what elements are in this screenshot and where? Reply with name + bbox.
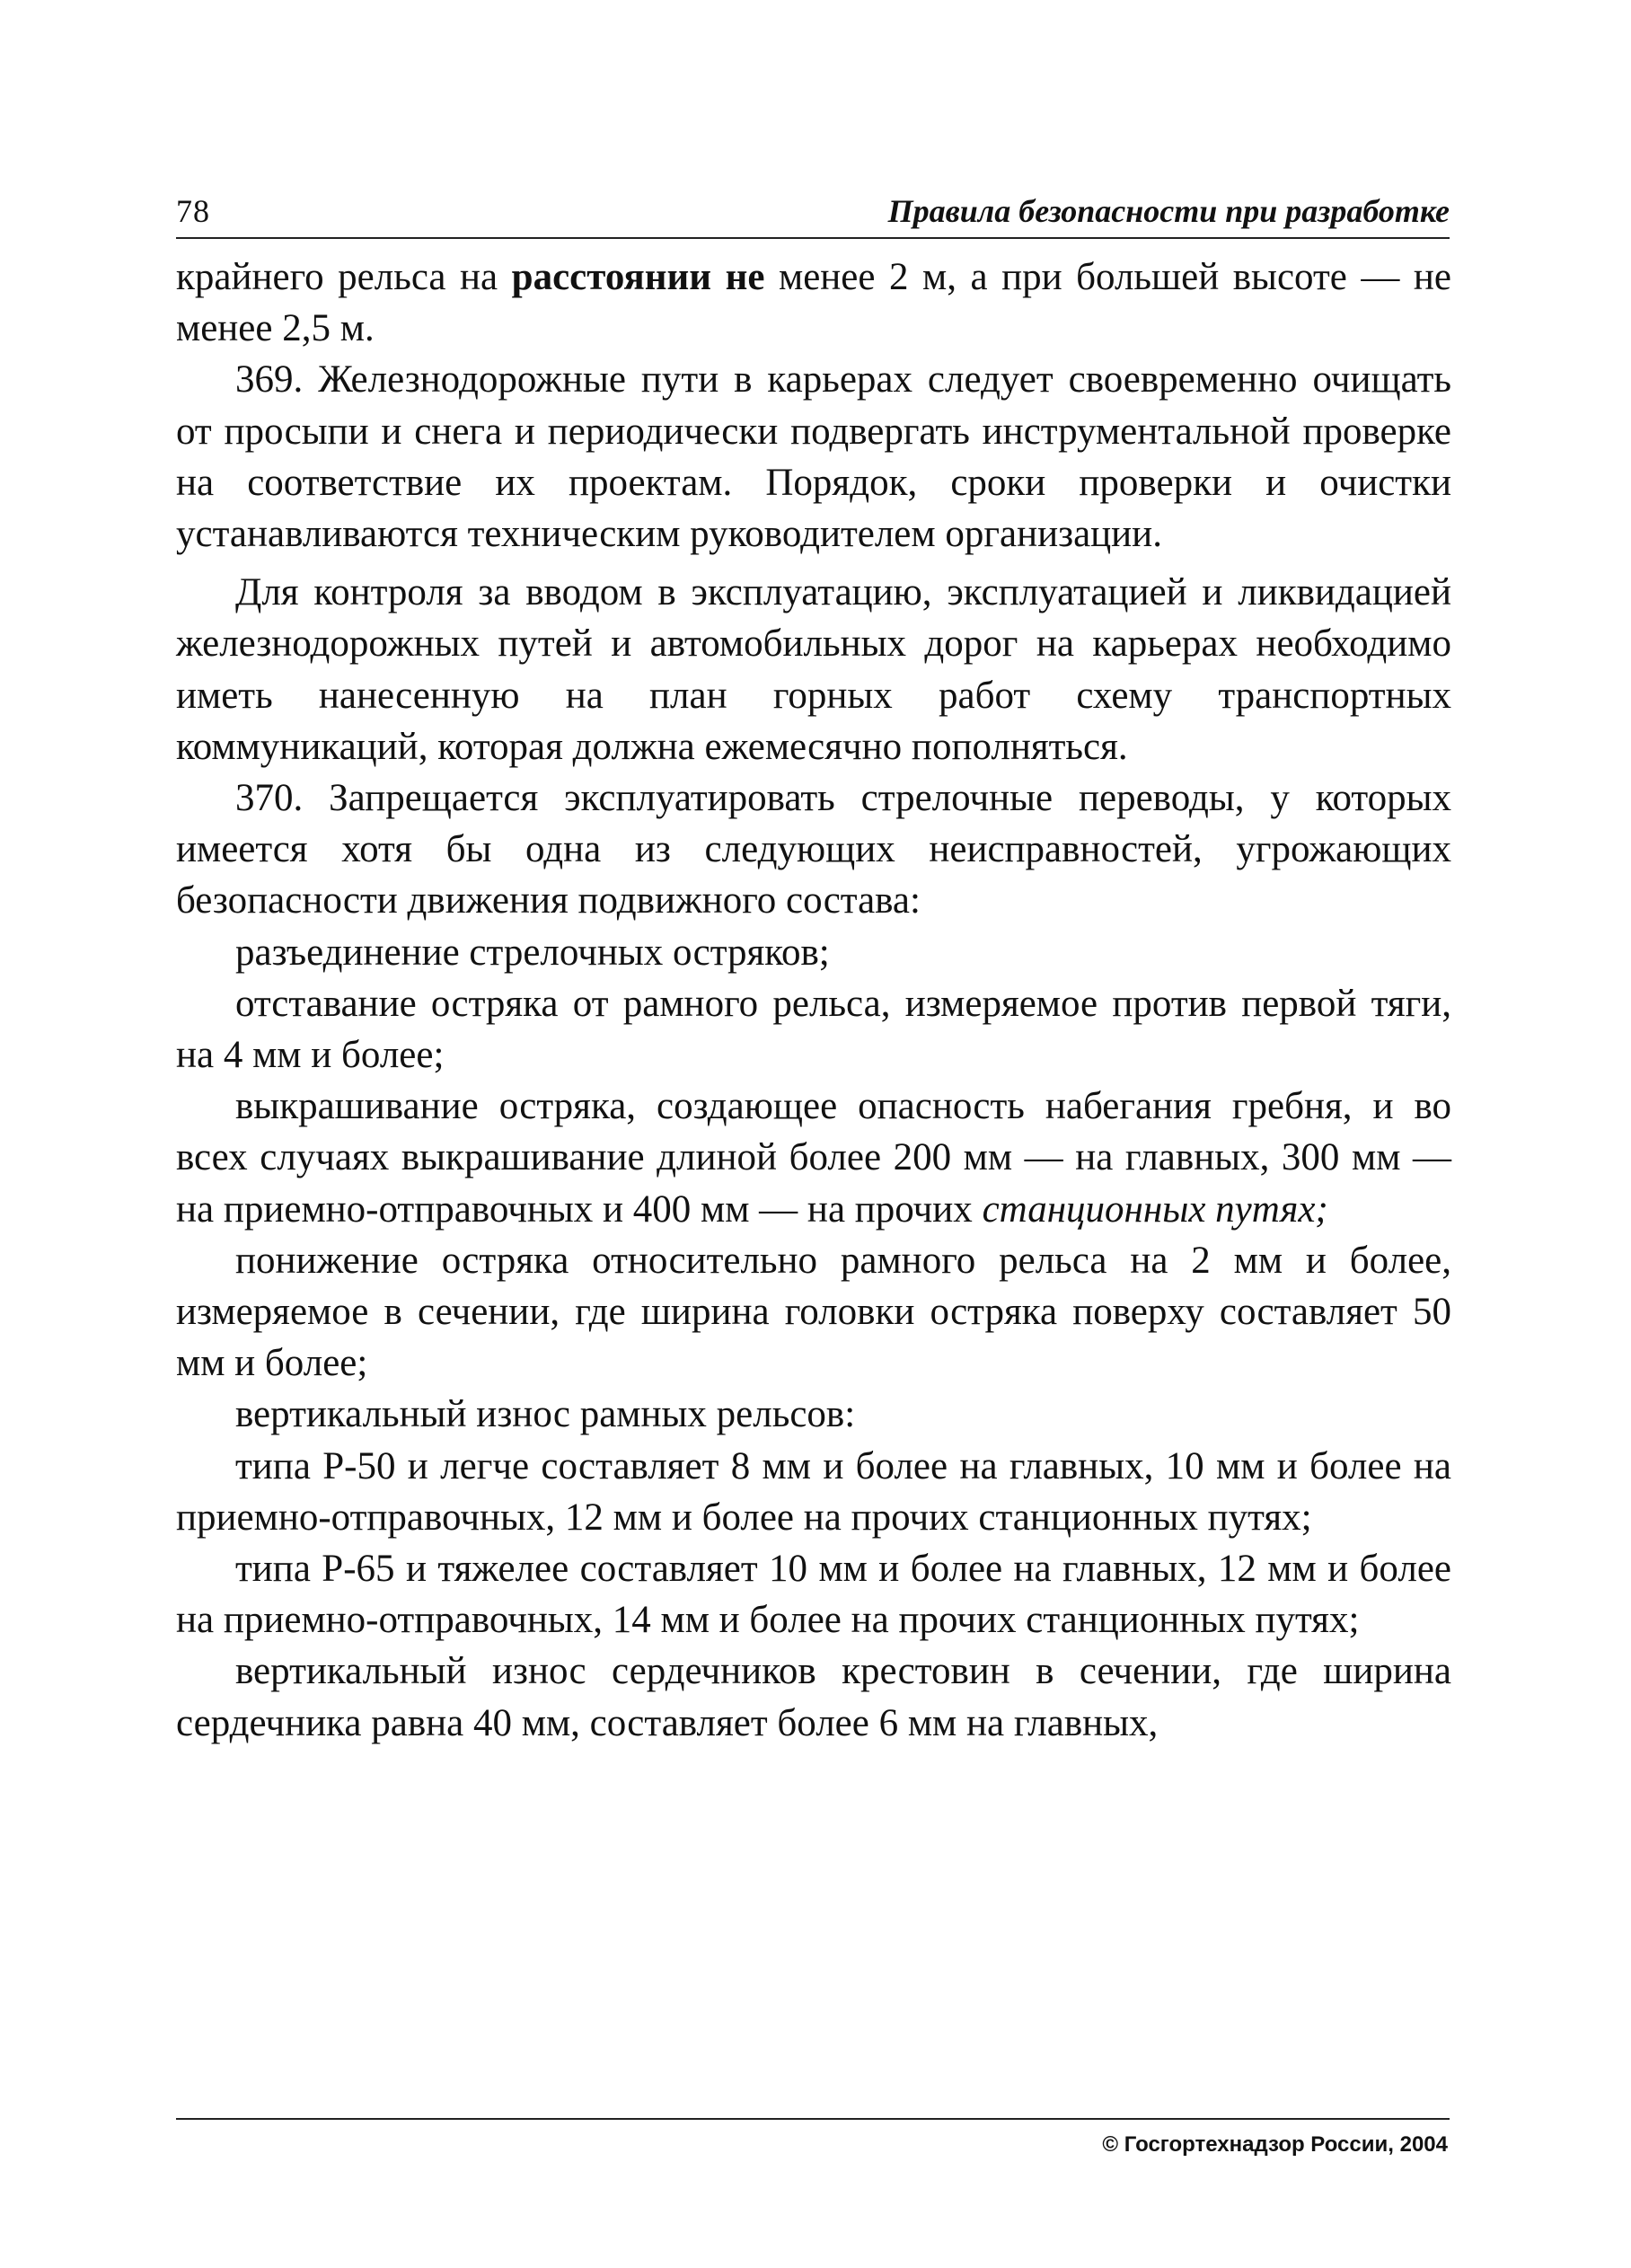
text-run: менее 2 м, а при большей высоте — не менее 2,5 м. xyxy=(176,256,1451,350)
list-item: вертикальный износ рамных рельсов: xyxy=(235,1393,856,1436)
text-run: крайнего рельса на xyxy=(176,256,512,298)
paragraph-369: 369. Железнодорожные пути в карьерах следует своевременно очищать от просыпи и снега и периодически подвергать инструментальной проверке на соответствие их проектам. Порядок, сроки проверки и очистки устанавливаются техническим руководителем организации. xyxy=(176,358,1451,556)
list-item: типа Р-50 и легче составляет 8 мм и более на главных, 10 мм и более на приемно-отправочных, 12 мм и более на прочих станционных путях; xyxy=(176,1444,1451,1539)
list-item: отставание остряка от рамного рельса, измеряемое против первой тяги, на 4 мм и более; xyxy=(176,982,1451,1077)
text-run-bold: расстоянии не xyxy=(511,256,765,298)
paragraph-370: 370. Запрещается эксплуатировать стрелочные переводы, у которых имеется хотя бы одна из следующих неисправностей, угрожающих безопасности движения подвижного состава: xyxy=(176,777,1451,922)
page-number: 78 xyxy=(176,193,210,229)
page-footer xyxy=(176,2118,1450,2157)
list-item: разъединение стрелочных остряков; xyxy=(235,931,830,974)
copyright-notice: © Госгортехнадзор России, 2004 xyxy=(1102,2132,1448,2157)
document-page xyxy=(176,180,1451,2157)
paragraph-control: Для контроля за вводом в эксплуатацию, эксплуатацией и ликвидацией железнодорожных путей и автомобильных дорог на карьерах необходимо иметь нанесенную на план горных работ схему транспортных коммуникаций, которая должна ежемесячно пополняться. xyxy=(176,571,1451,768)
list-item: понижение остряка относительно рамного рельса на 2 мм и более, измеряемое в сечении, где ширина головки остряка поверху составляет 50 мм и более; xyxy=(176,1239,1451,1385)
text-run: выкрашивание остряка, создающее опасность набегания гребня, и во всех случаях выкрашивание длиной более 200 мм — на главных, 300 мм — на приемно-отправочных и 400 мм — на прочих xyxy=(176,1085,1451,1231)
list-item: типа Р-65 и тяжелее составляет 10 мм и более на главных, 12 мм и более на приемно-отправочных, 14 мм и более на прочих станционных путях; xyxy=(176,1548,1451,1642)
paragraph-continuation xyxy=(176,252,1451,354)
list-item xyxy=(176,1081,1451,1235)
page-header xyxy=(176,180,1450,239)
running-title: Правила безопасности при разработке xyxy=(887,193,1450,229)
text-run-italic: станционных путях; xyxy=(982,1187,1328,1231)
list-item: вертикальный износ сердечников крестовин в сечении, где ширина сердечника равна 40 мм, составляет более 6 мм на главных, xyxy=(176,1650,1451,1744)
body-text xyxy=(176,252,1451,1749)
